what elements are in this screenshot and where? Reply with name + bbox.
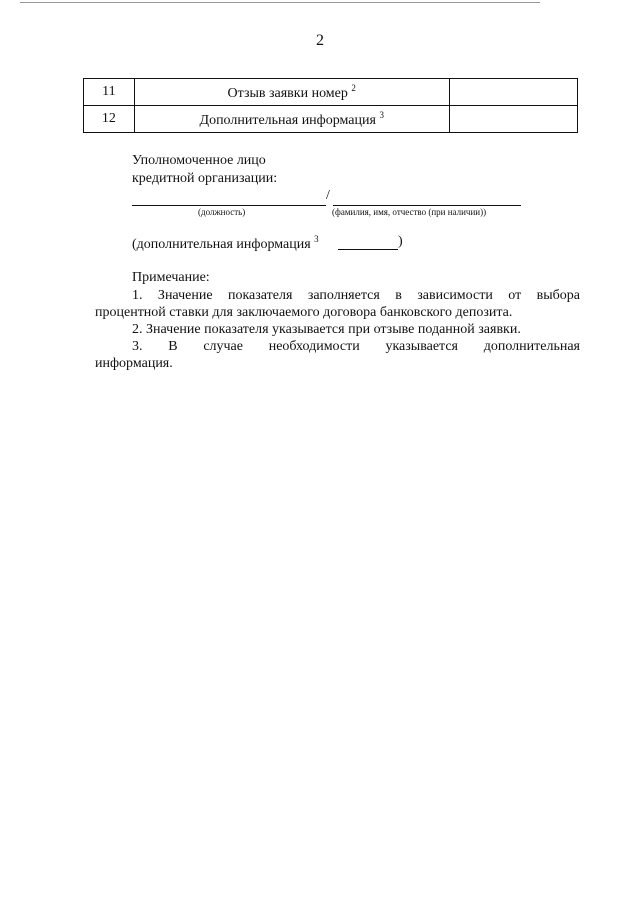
row-value-cell[interactable] (449, 79, 577, 106)
row-label (134, 106, 449, 133)
note-2: 2. Значение показателя указывается при отзыве поданной заявки. (132, 322, 521, 337)
note-1-line1: 1. Значение показателя заполняется в зависимости от выбора (132, 288, 580, 303)
name-signature-line[interactable] (333, 205, 521, 206)
signature-separator: / (326, 188, 330, 203)
position-caption: (должность) (198, 207, 246, 217)
row-number: 11 (84, 79, 135, 106)
note-1-line2: процентной ставки для заключаемого договора банковского депозита. (95, 305, 513, 320)
table-row (84, 106, 578, 133)
footnote-ref: 3 (379, 109, 384, 120)
name-caption: (фамилия, имя, отчество (при наличии)) (332, 207, 487, 217)
row-label-text: Отзыв заявки номер (227, 85, 348, 101)
note-3-line1: 3. В случае необходимости указывается дополнительная (132, 339, 580, 354)
note-3-line2: информация. (95, 356, 173, 371)
signature-title-line2: кредитной организации: (132, 171, 278, 186)
form-table (83, 78, 578, 133)
footnote-ref: 3 (314, 234, 319, 244)
footnote-ref: 2 (351, 82, 356, 93)
additional-info-close: ) (398, 234, 403, 249)
signature-title-line1: Уполномоченное лицо (132, 153, 266, 168)
row-label-text: Дополнительная информация (199, 112, 376, 128)
page-number: 2 (316, 32, 324, 49)
additional-info (132, 234, 319, 253)
table-row (84, 79, 578, 106)
row-number: 12 (84, 106, 135, 133)
row-value-cell[interactable] (449, 106, 577, 133)
additional-info-text: (дополнительная информация (132, 237, 311, 252)
position-signature-line[interactable] (132, 205, 326, 206)
notes-title: Примечание: (132, 270, 210, 285)
row-label (134, 79, 449, 106)
additional-info-blank[interactable] (338, 249, 398, 250)
top-rule (20, 2, 540, 3)
